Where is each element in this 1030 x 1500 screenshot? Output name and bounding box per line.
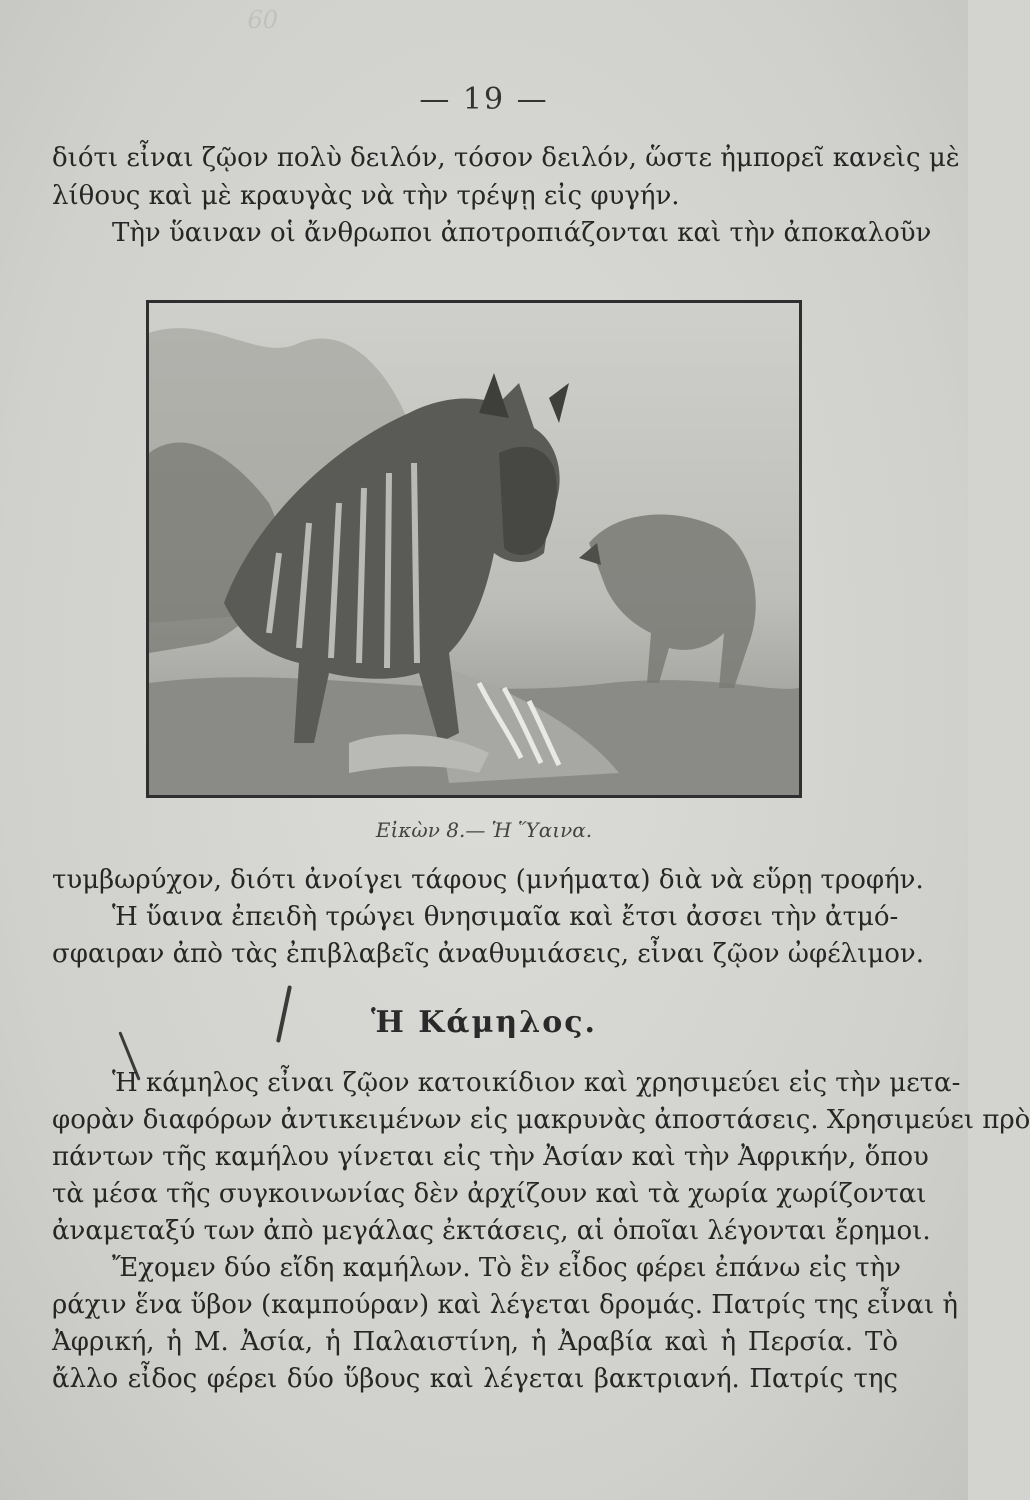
text-line: ράχιν ἕνα ὕβον (καμπούραν) καὶ λέγεται δρομάς. Πατρίς της εἶναι ἡ — [52, 1290, 958, 1320]
text-line: Ἔχομεν δύο εἴδη καμήλων. Τὸ ἓν εἶδος φέρει ἐπάνω εἰς τὴν — [112, 1253, 901, 1283]
text-line: τυμβωρύχον, διότι ἀνοίγει τάφους (μνήματα) διὰ νὰ εὕρῃ τροφήν. — [52, 865, 924, 895]
figure-caption: Εἰκὼν 8.— Ἡ Ὕαινα. — [375, 818, 593, 842]
text-line: λίθους καὶ μὲ κραυγὰς νὰ τὴν τρέψῃ εἰς φυγήν. — [52, 181, 680, 211]
hyena-illustration — [146, 300, 802, 798]
text-line: σφαιραν ἀπὸ τὰς ἐπιβλαβεῖς ἀναθυμιάσεις, εἶναι ζῷον ὠφέλιμον. — [52, 939, 924, 969]
text-line: Ἀφρική, ἡ Μ. Ἀσία, ἡ Παλαιστίνη, ἡ Ἀραβία καὶ ἡ Περσία. Τὸ — [52, 1327, 898, 1357]
section-heading: Ἡ Κάμηλος. — [371, 1005, 597, 1040]
hyena-engraving — [149, 303, 799, 795]
text-line: διότι εἶναι ζῷον πολὺ δειλόν, τόσον δειλόν, ὥστε ἠμπορεῖ κανεὶς μὲ — [52, 143, 960, 173]
text-line: πάντων τῆς καμήλου γίνεται εἰς τὴν Ἀσίαν καὶ τὴν Ἀφρικήν, ὅπου — [52, 1142, 929, 1172]
page-number: — 19 — — [419, 82, 549, 117]
text-line: ἀναμεταξύ των ἀπὸ μεγάλας ἐκτάσεις, αἱ ὁποῖαι λέγονται ἔρημοι. — [52, 1216, 931, 1246]
text-line: φορὰν διαφόρων ἀντικειμένων εἰς μακρυνὰς ἀποστάσεις. Χρησιμεύει πρὸ — [52, 1105, 1030, 1135]
text-line: Τὴν ὕαιναν οἱ ἄνθρωποι ἀποτροπιάζονται καὶ τὴν ἀποκαλοῦν — [112, 218, 932, 248]
text-line: Ἡ ὕαινα ἐπειδὴ τρώγει θνησιμαῖα καὶ ἔτσι ἀσσει τὴν ἀτμό- — [112, 902, 899, 932]
faint-pencil-mark: 60 — [247, 6, 278, 34]
text-line: ἄλλο εἶδος φέρει δύο ὕβους καὶ λέγεται βακτριανή. Πατρίς της — [52, 1364, 898, 1394]
text-line: Ἡ κάμηλος εἶναι ζῷον κατοικίδιον καὶ χρησιμεύει εἰς τὴν μετα- — [112, 1068, 961, 1098]
text-line: τὰ μέσα τῆς συγκοινωνίας δὲν ἀρχίζουν καὶ τὰ χωρία χωρίζονται — [52, 1179, 927, 1209]
